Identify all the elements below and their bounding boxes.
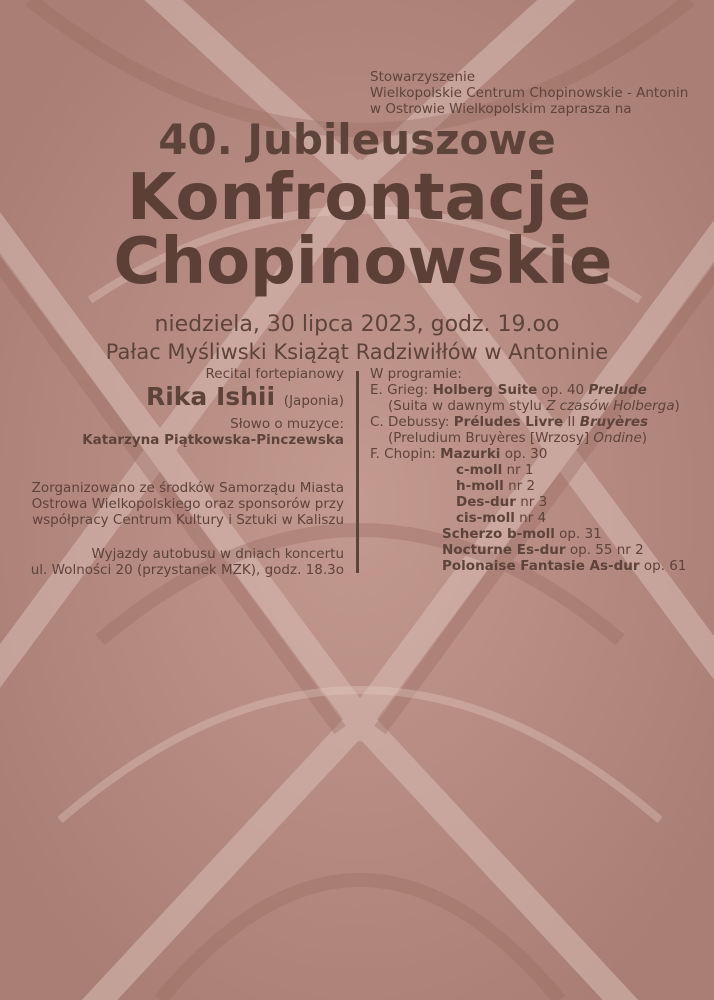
program-heading: W programie: (370, 366, 462, 382)
mazurka-key: c-moll (456, 462, 503, 478)
mazurka-item (370, 462, 710, 478)
jubilee-subtitle: 40. Jubileuszowe (158, 115, 556, 164)
chopin-composer: F. Chopin: (370, 446, 436, 462)
debussy-book: II (567, 414, 576, 430)
organizer-line-2: Wielkopolskie Centrum Chopinowskie - Antonin (370, 85, 689, 101)
artist-country: (Japonia) (283, 393, 344, 409)
program-debussy (370, 414, 710, 430)
program-chopin (370, 446, 710, 462)
grieg-opus: op. 40 (541, 382, 585, 398)
column-divider (356, 371, 359, 573)
program-grieg (370, 382, 710, 398)
mazurki-opus: op. 30 (504, 446, 548, 462)
debussy-composer: C. Debussy: (370, 414, 450, 430)
grieg-work: Holberg Suite (432, 382, 538, 398)
left-column (4, 366, 344, 578)
funding-line-1: Zorganizowano ze środków Samorządu Miasta (31, 480, 344, 496)
mazurka-nr: nr 4 (519, 510, 547, 526)
debussy-work: Préludes Livre (453, 414, 564, 430)
mazurka-key: Des-dur (456, 494, 516, 510)
nocturne-opus: op. 55 nr 2 (569, 542, 644, 558)
grieg-movement: Prelude (588, 382, 647, 398)
debussy-piece: Bruyères (579, 414, 649, 430)
mazurka-nr: nr 2 (508, 478, 536, 494)
mazurka-nr: nr 1 (506, 462, 534, 478)
grieg-note (370, 398, 710, 414)
title-line-2: Chopinowskie (113, 225, 613, 299)
nocturne-item (370, 542, 710, 558)
grieg-composer: E. Grieg: (370, 382, 429, 398)
mazurki-title: Mazurki (440, 446, 501, 462)
scherzo-item (370, 526, 710, 542)
mazurka-item (370, 510, 710, 526)
organizer-text (370, 69, 688, 117)
organizer-line-1: Stowarzyszenie (370, 69, 476, 85)
event-venue: Pałac Myśliwski Książąt Radziwiłłów w Antoninie (105, 340, 609, 364)
organizer-line-3: w Ostrowie Wielkopolskim zaprasza na (370, 101, 632, 117)
bus-line-1: Wyjazdy autobusu w dniach koncertu (91, 546, 344, 562)
polonaise-opus: op. 61 (643, 558, 687, 574)
grieg-note-b: Z czasów Holberga (546, 398, 675, 414)
bus-line-2: ul. Wolności 20 (przystanek MZK), godz. 18.3o (30, 562, 344, 578)
debussy-note (370, 430, 710, 446)
program-column (370, 366, 710, 574)
mazurka-nr: nr 3 (520, 494, 548, 510)
commentator-name: Katarzyna Piątkowska-Pinczewska (82, 432, 344, 448)
grieg-note-a: (Suita w dawnym stylu (388, 398, 542, 414)
grieg-note-c: ) (674, 398, 680, 414)
funding-line-3: współpracy Centrum Kultury i Sztuki w Kaliszu (32, 512, 344, 528)
nocturne-title: Nocturne Es-dur (442, 542, 566, 558)
debussy-note-a: (Preludium Bruyères [Wrzosy] (388, 430, 590, 446)
title-line-1: Konfrontacje (127, 161, 591, 235)
polonaise-item (370, 558, 710, 574)
mazurka-item (370, 478, 710, 494)
commentary-label: Słowo o muzyce: (230, 416, 344, 432)
funding-line-2: Ostrowa Wielkopolskiego oraz sponsorów przy (31, 496, 344, 512)
scherzo-opus: op. 31 (559, 526, 602, 542)
scherzo-title: Scherzo b-moll (442, 526, 555, 542)
mazurka-item (370, 494, 710, 510)
artist-line (4, 382, 344, 416)
recital-label: Recital fortepianowy (205, 366, 344, 382)
polonaise-title: Polonaise Fantasie As-dur (442, 558, 640, 574)
debussy-note-b: Ondine (593, 430, 642, 446)
mazurka-key: h-moll (456, 478, 504, 494)
debussy-note-c: ) (641, 430, 648, 446)
mazurka-key: cis-moll (456, 510, 515, 526)
artist-name: Rika Ishii (145, 382, 276, 411)
event-date: niedziela, 30 lipca 2023, godz. 19.oo (154, 312, 560, 337)
